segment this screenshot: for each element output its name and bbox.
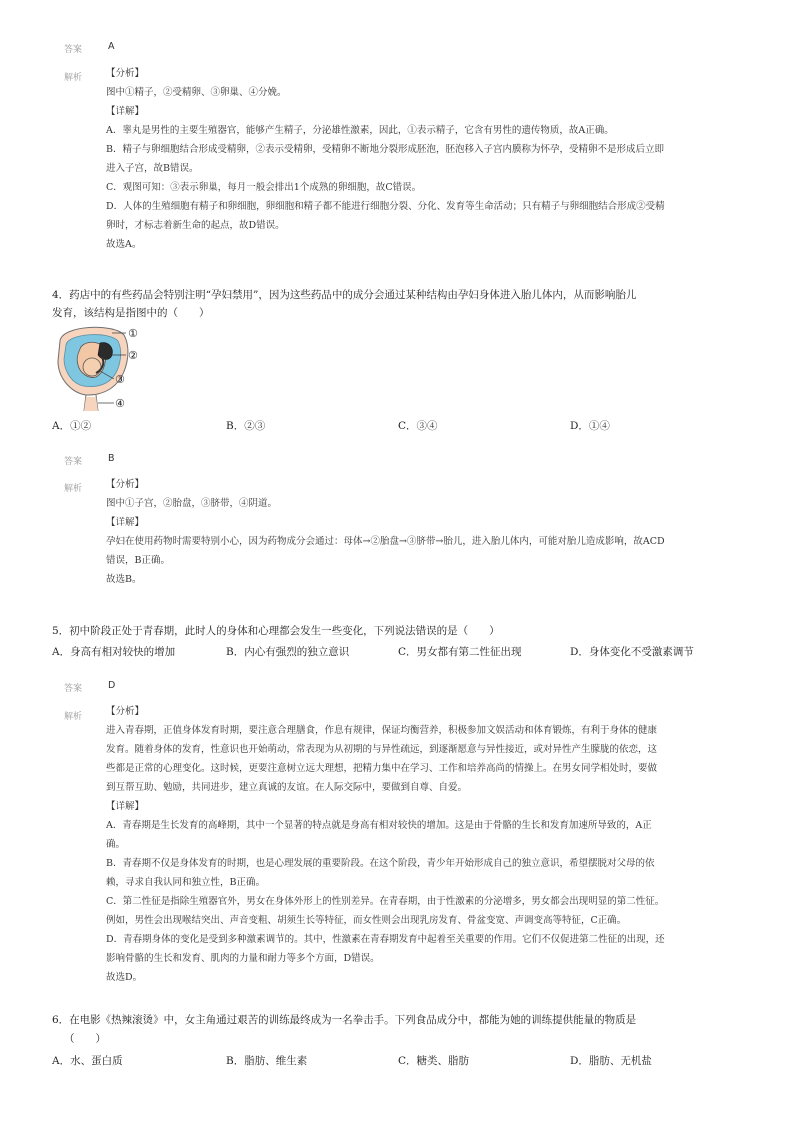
uterus-diagram xyxy=(52,321,142,413)
q4-line: 故选B。 xyxy=(106,574,142,585)
q3-line: C．观图可知：③表示卵巢，每月一般会排出1个成熟的卵细胞，故C错误。 xyxy=(106,182,422,193)
q3-line: 进入子宫，故B错误。 xyxy=(106,163,199,174)
analysis-label: 解析 xyxy=(64,484,83,494)
q5-option-b: B．内心有强烈的独立意识 xyxy=(226,646,350,658)
q4-line: 【分析】 xyxy=(106,479,145,490)
q5-line: 例如，男性会出现喉结突出、声音变粗、胡须生长等特征，而女性则会出现乳房发育、骨盆变宽、声调变高等特征，C正确。 xyxy=(106,915,627,926)
vagina-fill-shape xyxy=(84,397,98,411)
q3-line: D．人体的生殖细胞有精子和卵细胞，卵细胞和精子都不能进行细胞分裂、分化、发育等生命活动；只有精子与卵细胞结合形成②受精 xyxy=(106,201,665,212)
q5-line: 进入青春期，正值身体发育时期，要注意合理膳食，作息有规律，保证均衡营养，积极参加文娱活动和体育锻炼，有利于身体的健康 xyxy=(106,725,658,736)
figure-label-2: ② xyxy=(128,349,138,362)
q4-option-c: C．③④ xyxy=(398,420,438,432)
q6-option-d: D．脂肪、无机盐 xyxy=(570,1055,652,1067)
q5-line: 【详解】 xyxy=(106,801,145,812)
uterus-fetus-illustration xyxy=(52,321,142,413)
q5-line: B．青春期不仅是身体发育的时期，也是心理发展的重要阶段。在这个阶段，青少年开始形成自己的独立意识，希望摆脱对父母的依 xyxy=(106,858,655,869)
q5-line: 故选D。 xyxy=(106,972,143,983)
q6-option-b: B．脂肪、维生素 xyxy=(226,1055,308,1067)
q4-line: 孕妇在使用药物时需要特别小心，因为药物成分会通过：母体→②胎盘→③脐带→胎儿，进入胎儿体内，可能对胎儿造成影响，故ACD xyxy=(106,536,665,547)
q5-line: C．第二性征是指除生殖器官外，男女在身体外形上的性别差异。在青春期，由于性激素的分泌增多，男女都会出现明显的第二性征。 xyxy=(106,896,665,907)
q5-option-a: A．身高有相对较快的增加 xyxy=(52,646,176,658)
q5-line: 赖，寻求自我认同和独立性，B正确。 xyxy=(106,877,265,888)
figure-label-4: ④ xyxy=(115,397,125,410)
q3-line: 【详解】 xyxy=(106,106,145,117)
q4-explanation xyxy=(106,475,665,589)
q6-option-c: C．糖类、脂肪 xyxy=(398,1055,470,1067)
fetus-head-shape xyxy=(83,358,101,376)
q5-line: 到互帮互助、勉励，共同进步，建立真诚的友谊。在人际交际中，要做到自尊、自爱。 xyxy=(106,782,468,793)
q3-line: 图中①精子，②受精卵、③卵巢、④分娩。 xyxy=(106,87,287,98)
q5-option-c: C．男女都有第二性征出现 xyxy=(398,646,522,658)
q3-line: 卵时，才标志着新生命的起点，故D错误。 xyxy=(106,220,285,231)
q6-stem-line-1: 6．在电影《热辣滚烫》中，女主角通过艰苦的训练最终成为一名拳击手。下列食品成分中，都能为她的训练提供能量的物质是 xyxy=(52,1014,637,1026)
answer-label: 答案 xyxy=(64,457,83,467)
q4-stem-line-1: 4．药店中的有些药品会特别注明“孕妇禁用”，因为这些药品中的成分会通过某种结构由孕妇身体进入胎儿体内，从而影响胎儿 xyxy=(52,289,637,301)
analysis-label: 解析 xyxy=(64,73,83,83)
q3-line: A．睾丸是男性的主要生殖器官，能够产生精子，分泌雄性激素，因此，①表示精子，它含有男性的遗传物质，故A正确。 xyxy=(106,125,614,136)
q4-stem-line-2: 发育，该结构是指图中的（ ） xyxy=(52,307,210,319)
q5-line: 【分析】 xyxy=(106,706,145,717)
q5-answer-value: D xyxy=(108,680,116,691)
q5-line: 确。 xyxy=(106,839,126,850)
analysis-label: 解析 xyxy=(64,712,83,722)
q3-line: 故选A。 xyxy=(106,239,142,250)
q4-line: 错误，B正确。 xyxy=(106,555,170,566)
q6-option-a: A．水、蛋白质 xyxy=(52,1055,123,1067)
q3-line: 【分析】 xyxy=(106,68,145,79)
q6-stem-line-2: （ ） xyxy=(64,1033,106,1045)
q4-line: 图中①子宫，②胎盘，③脐带，④阴道。 xyxy=(106,498,278,509)
figure-label-1: ① xyxy=(128,327,138,340)
answer-label: 答案 xyxy=(64,45,83,55)
q3-line: B．精子与卵细胞结合形成受精卵，②表示受精卵，受精卵不断地分裂形成胚泡，胚泡移入子宫内膜称为怀孕，受精卵不是形成后立即 xyxy=(106,144,664,155)
q4-answer-value: B xyxy=(108,453,115,464)
figure-label-3: ③ xyxy=(115,373,125,386)
q3-explanation xyxy=(106,64,665,254)
q5-line: 发育。随着身体的发育，性意识也开始萌动，常表现为从初期的与异性疏远，到逐渐愿意与异性接近，或对异性产生朦胧的依恋，这 xyxy=(106,744,658,755)
q5-line: A．青春期是生长发育的高峰期，其中一个显著的特点就是身高有相对较快的增加。这是由于骨骼的生长和发育加速所导致的，A正 xyxy=(106,820,652,831)
q4-line: 【详解】 xyxy=(106,517,145,528)
answer-label: 答案 xyxy=(64,684,83,694)
q5-line: 些都是正常的心理变化。这时候，更要注意树立远大理想，把精力集中在学习、工作和培养高尚的情操上。在男女同学相处时，要做 xyxy=(106,763,658,774)
q5-option-d: D．身体变化不受激素调节 xyxy=(570,646,694,658)
q4-option-a: A．①② xyxy=(52,420,92,432)
q4-option-d: D．①④ xyxy=(570,420,610,432)
q5-explanation xyxy=(106,702,665,987)
q5-line: D．青春期身体的变化是受到多种激素调节的。其中，性激素在青春期发育中起着至关重要的作用。它们不仅促进第二性征的出现，还 xyxy=(106,934,665,945)
q5-stem: 5．初中阶段正处于青春期，此时人的身体和心理都会发生一些变化，下列说法错误的是（ ） xyxy=(52,625,500,637)
q5-line: 影响骨骼的生长和发育、肌肉的力量和耐力等多个方面，D错误。 xyxy=(106,953,380,964)
q4-option-b: B．②③ xyxy=(226,420,266,432)
q3-answer-value: A xyxy=(108,41,115,52)
